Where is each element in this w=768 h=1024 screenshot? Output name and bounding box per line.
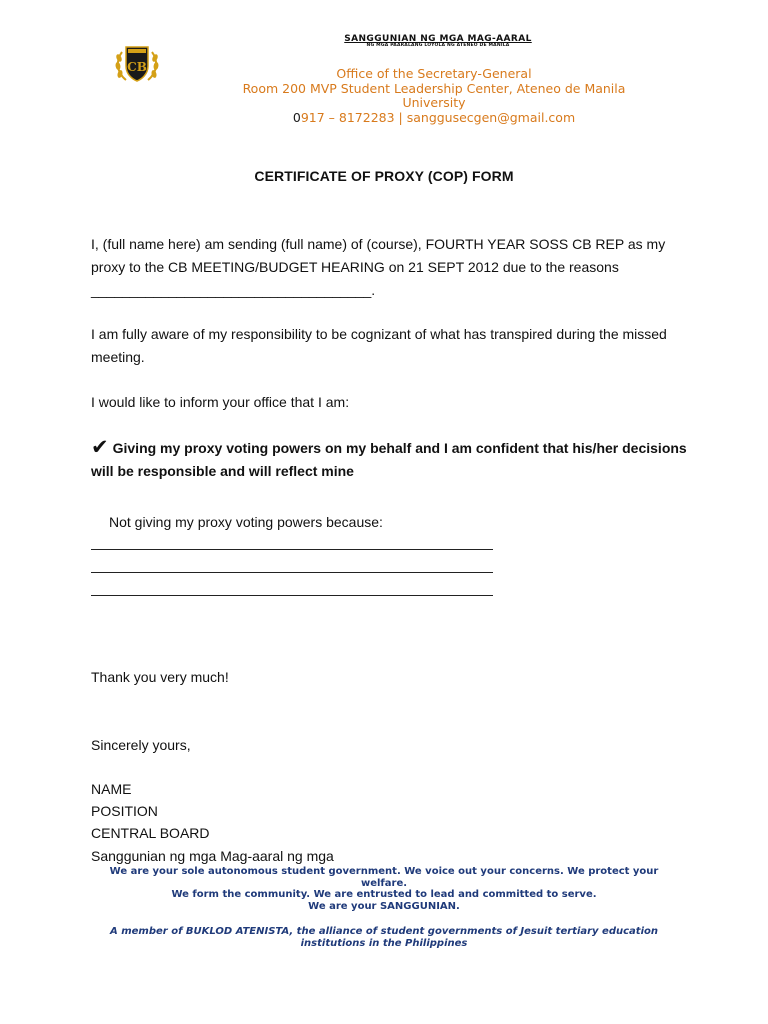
proxy-option-giving: [91, 436, 691, 483]
footer-line-3: We form the community. We are entrusted to lead and committed to serve.: [171, 889, 597, 900]
proxy-statement-paragraph: I, (full name here) am sending (full name) of (course), FOURTH YEAR SOSS CB REP as my proxy to the CB MEETING/BUDGET HEARING on 21 SEPT 2012 due to the reasons ____________________________________.: [91, 236, 666, 298]
org-subtitle: NG MGA PAARALANG LOYOLA NG ATENEO DE MANILA: [366, 43, 510, 48]
svg-text:CB: CB: [127, 60, 147, 74]
office-address-block: [200, 67, 668, 125]
footer-mission: [84, 866, 684, 912]
phone-number: 917 – 8172283 |: [300, 109, 407, 125]
reason-blank-line-2: [91, 572, 493, 573]
inform-office-paragraph: I would like to inform your office that I am:: [91, 394, 350, 410]
email-address: sanggusecgen@gmail.com: [406, 109, 576, 125]
reason-blank-line-3: [91, 595, 493, 596]
footer-membership: [84, 926, 684, 949]
contact-line: [200, 111, 668, 126]
org-name: SANGGUNIAN NG MGA MAG-AARAL: [344, 34, 532, 44]
reason-blank-line-1: [91, 549, 493, 550]
address-line-1: Room 200 MVP Student Leadership Center, Ateneo de Manila: [242, 80, 626, 96]
thank-you-line: Thank you very much!: [91, 669, 229, 685]
membership-line-2: institutions in the Philippines: [300, 937, 468, 949]
signatory-organization: Sanggunian ng mga Mag-aaral ng mga: [91, 848, 334, 864]
footer-line-1: We are your sole autonomous student government. We voice out your concerns. We protect your: [109, 866, 659, 877]
checkmark-icon: ✔: [91, 435, 109, 459]
sanggunian-logo-icon: [112, 44, 162, 84]
address-line-2: University: [402, 95, 466, 111]
org-heading: [318, 35, 558, 49]
footer-line-4: We are your SANGGUNIAN.: [308, 900, 460, 912]
proxy-option-not-giving: Not giving my proxy voting powers because:: [109, 514, 383, 530]
membership-line-1: A member of BUKLOD ATENISTA, the alliance of student governments of Jesuit tertiary education: [110, 926, 658, 937]
signatory-position: POSITION: [91, 803, 158, 819]
office-name: Office of the Secretary-General: [336, 66, 532, 81]
document-title: CERTIFICATE OF PROXY (COP) FORM: [254, 168, 514, 184]
sincerely-line: Sincerely yours,: [91, 737, 191, 753]
shield-laurel-icon: [112, 44, 162, 84]
giving-option-text: Giving my proxy voting powers on my behalf and I am confident that his/her decisions will be responsible and will reflect mine: [91, 440, 687, 479]
signatory-board: CENTRAL BOARD: [91, 825, 210, 841]
responsibility-paragraph: I am fully aware of my responsibility to be cognizant of what has transpired during the missed meeting.: [91, 326, 667, 365]
signatory-name: NAME: [91, 781, 132, 797]
footer-line-2: welfare.: [360, 877, 408, 889]
phone-prefix: 0: [292, 109, 301, 125]
